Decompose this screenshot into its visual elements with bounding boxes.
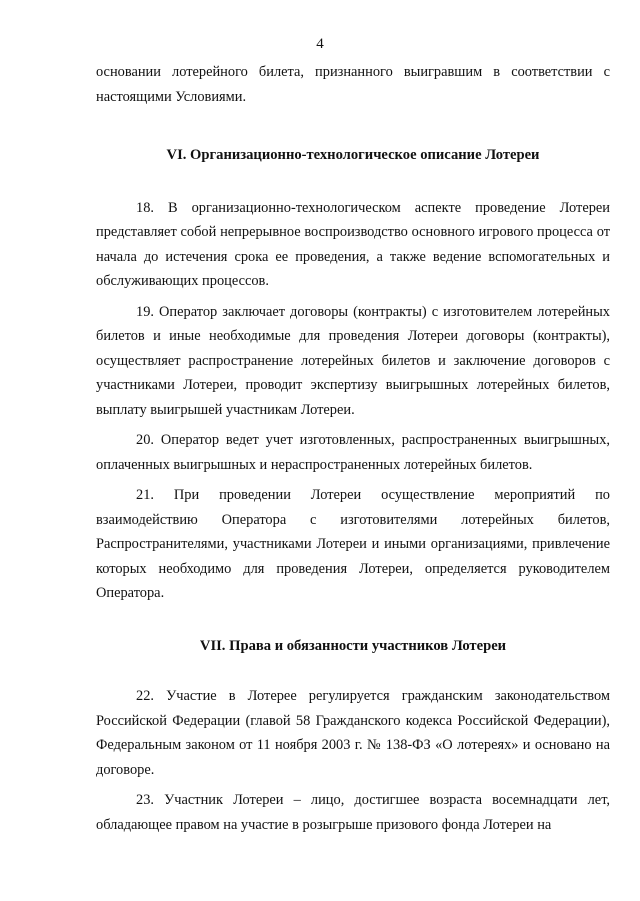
paragraph-18: 18. В организационно-технологическом аспекте проведение Лотереи представляет собой непрерывное воспроизводство основного игрового процесса от начала до истечения срока ее проведения, а также ведение вспомогательных и обслуживающих процессов. — [96, 199, 610, 289]
paragraph-20: 20. Оператор ведет учет изготовленных, распространенных выигрышных, оплаченных выигрышных и нераспространенных лотерейных билетов. — [96, 432, 610, 473]
document-body — [96, 60, 610, 837]
paragraph-21: 21. При проведении Лотереи осуществление мероприятий по взаимодействию Оператора с изготовителями лотерейных билетов, Распространителями, участниками Лотереи и иными организациями, привлечение которых необходимо для проведения Лотереи, определяется руководителем Оператора. — [96, 487, 610, 601]
paragraph-22: 22. Участие в Лотерее регулируется гражданским законодательством Российской Федерации (главой 58 Гражданского кодекса Российской Федерации), Федеральным законом от 11 ноября 2003 г. № 138-ФЗ «О лотереях» и основано на договоре. — [96, 688, 610, 778]
section-heading-vii: VII. Права и обязанности участников Лотереи — [199, 637, 507, 654]
section-heading-vi: VI. Организационно-технологическое описание Лотереи — [166, 147, 540, 163]
paragraph-23: 23. Участник Лотереи – лицо, достигшее возраста восемнадцати лет, обладающее правом на участие в розыгрыше призового фонда Лотереи на — [96, 792, 610, 833]
paragraph-continuation: основании лотерейного билета, признанного выигравшим в соответствии с настоящими Условиями. — [96, 64, 610, 105]
paragraph-19: 19. Оператор заключает договоры (контракты) с изготовителем лотерейных билетов и иные необходимые для проведения Лотереи договоры (контракты), осуществляет распространение лотерейных билетов и заключение договоров с участниками Лотереи, проводит экспертизу выигрышных лотерейных билетов, выплату выигрышей участникам Лотереи. — [96, 303, 610, 418]
page-number: 4 — [316, 36, 324, 52]
